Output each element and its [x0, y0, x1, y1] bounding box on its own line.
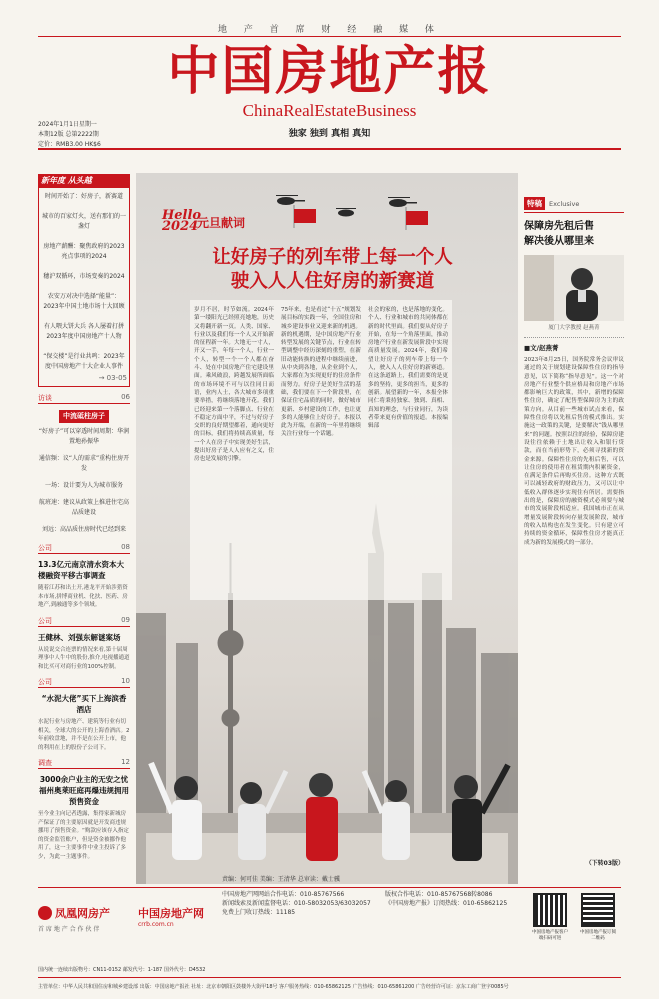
footer-bottom-rule: [38, 977, 621, 978]
phoenix-icon: [38, 906, 52, 920]
interview-item[interactable]: “好房子”可以穿透时间周期：华润置地孙振华: [38, 428, 130, 445]
section-page: 10: [121, 677, 130, 685]
exclusive-body: 2023年8月25日，国务院常务会议审议通过的关于规划建设保障性住房的指导意见，以下简称“指导意见”。这一个对房地产行业整个供应格局和房地产市场都影响巨大的政策，其中，新增的保障性住房，确定了配售型保障房为主的政策方向。从目前一些城市试点来看，保障性住房将以先租后售的模式推出。实施这一政策的关键，是要解决“钱从哪里来”的问题。按照以往的经验，保障房建设往往依赖于土地出让收入和银行贷款，而在当前形势下，必须寻找新的资金来源。保障性住房的先租后售，可以让住房的使用者在租赁期内积累资金，在满足条件后再购买住房。这种方式既可以减轻政府的财政压力，又可以让中低收入群体逐步实现住有所居。需要指出的是，保障房的融资模式必须要与城市的发展阶段相适应。我国城市正在从增量发展阶段转向存量发展阶段，城市的收入结构也在发生变化。只有建立可持续的资金循环，保障性住房才能真正成为新的发展模式的一部分。: [524, 357, 624, 546]
right-column: [524, 197, 624, 867]
exclusive-label-en: Exclusive: [549, 199, 580, 208]
story-body: 至今业主向记者透露，集得家新城房产保证了的主要原因就是开发商违规挪用了预售资金。“购款应该存入指定的资金监管账户，但是资金被挪作他用了，这一主要事件中业主投诉了多少，为此一主题事件。: [38, 811, 129, 860]
brand1-name: 凤凰网房产: [55, 907, 110, 920]
qr-caption: 中国房地产报客户端扫码可进: [532, 930, 568, 941]
author-portrait-icon: [524, 255, 624, 321]
divider: [524, 337, 624, 338]
section-page: 08: [121, 543, 130, 551]
exclusive-label: 特稿: [524, 197, 545, 210]
left-banner-2: 中流砥柱房子: [59, 410, 109, 423]
section-label: 公司: [38, 616, 52, 625]
section-header-company: [38, 616, 130, 627]
issue-price: 定价：RMB3.00 HK$6: [38, 141, 101, 148]
masthead-slogan: 地 产 首 席 财 经 融 媒 体: [218, 25, 441, 35]
author-photo: [524, 255, 624, 321]
exclusive-header: [524, 197, 624, 213]
contact-line: 中国房地产网网站合作电话：010-85767566: [222, 891, 345, 898]
footer-contacts-2: [385, 890, 507, 908]
section-label: 访谈: [38, 394, 52, 402]
exclusive-headline[interactable]: [524, 219, 624, 249]
section-label: 调查: [38, 759, 52, 767]
section-header-company: [38, 677, 130, 688]
qr-caption: 中国房地产报订阅二维码: [580, 930, 616, 941]
article-column-2: 75年来，也是看过“十五”规划发展目标的实践一年，全国住房和城乡建设事业又迎来新的机遇。新的机遇期，是中国房地产行业转型发展的关键节点，行业在转型调整中经历深刻的重塑，在新旧动能转换的进程中继续前进，从中央到各地，从企业到个人，大家都在为实现更好的住房条件而努力。好房子是美好生活的基础，我们要在下一个阶段里，在保证住宅品质的同时，做好城市更新、乡村建设的工作，也让更多的人能够住上好房子。本报以此为开端，在新的一年里将继续关注行业每一个话题。: [281, 307, 361, 438]
contents-item[interactable]: 房地产薪酬：聚焦政府的2023 亮点事项的2024: [43, 243, 125, 260]
byline: ■文/赵燕菁: [524, 344, 559, 352]
contents-item[interactable]: 时间开始了：好房子，新赛道: [44, 193, 123, 200]
story-body: 水泥行业与房地产、建筑等行业有切相关，全球大的公开的上海香酒店。2年前收盘地，并不是在公开上市，他的利用在上的股份子公司下。: [38, 719, 130, 751]
publisher-line: 主管单位：中华人民共和国住房和城乡建设部 出版：中国房地产报社 社址：北京市朝阳区鼓楼外大街甲18号 客户服务热线：010-65862125 广告热线：010-65861200 广告经营许可证：京东工商广登字0085号: [38, 984, 509, 990]
story-body: 从说说交合连票的情况来看,第十届周理事中人牛中的股份,推介,电视播通道和比买可对商行业的100%控制。: [38, 646, 130, 670]
interview-item[interactable]: 一场：设计要为人为城市服务: [44, 482, 123, 489]
story-title[interactable]: 3000余户业主的无安之忧 福州奥莱旺庭再爆违规拥用预售资金: [39, 775, 129, 806]
masthead-title: 中国房地产报: [167, 41, 492, 102]
author-caption: 厦门大学教授 赵燕菁: [548, 325, 600, 331]
ifeng-house-logo[interactable]: [38, 905, 128, 933]
main-headline[interactable]: [150, 246, 515, 294]
masthead-bottom-rule: [38, 148, 621, 150]
contents-item[interactable]: “保交楼”是行业共鸣：2023年度中国房地产十大企业人事件: [43, 353, 125, 370]
story-body: 随着江苏和出土开,港龙平开始涉猎资本市场,拼博商业机、化扶、医药、房地产,到融通等多个领域。: [38, 585, 128, 608]
interview-item[interactable]: 通信频：议“人的需求”重构住房开发: [38, 455, 130, 472]
masthead-tagline: 独家 独到 真相 真知: [288, 129, 371, 139]
contents-item[interactable]: 有人喂大饼大兵 各人屡着打拼 2023年度中国房地产十人物: [44, 323, 124, 340]
crrb-logo[interactable]: [138, 905, 220, 928]
story-title[interactable]: “水泥大佬”买下上海滨香酒店: [41, 694, 127, 714]
qr-code-app[interactable]: [530, 893, 570, 941]
interview-item[interactable]: 刘远：高品质住房时代已经到来: [41, 526, 126, 533]
headline-line-1: 让好房子的列车带上每一个人: [212, 247, 453, 268]
qr-code-icon: [533, 893, 567, 927]
exclusive-headline-line-1: 保障房先租后售: [524, 221, 594, 232]
footer-contacts: [222, 890, 371, 917]
contents-item[interactable]: 城市的百家灯火，送有那们的一盏灯: [41, 213, 126, 230]
brand2-sub: crrb.com.cn: [138, 921, 174, 928]
left-column: [38, 174, 130, 870]
section-label: 公司: [38, 678, 52, 686]
hello-text: Hello 2024: [162, 208, 202, 234]
qr-code-subscribe[interactable]: [578, 893, 618, 941]
section-header-interview: [38, 393, 130, 404]
editor-line: 责编：何可佳 美编：王清华 总审读：戴士骥: [222, 876, 340, 883]
headline-line-2: 驶入人人住好房的新赛道: [230, 271, 435, 292]
section-page: 06: [121, 393, 130, 401]
section-header-survey: [38, 758, 130, 769]
brand2-name: 中国房地产网: [138, 907, 204, 920]
contents-item[interactable]: 农安万对决中选择“能量”：2023年中国土地市场十大回顾: [43, 293, 125, 310]
qr-code-icon: [581, 893, 615, 927]
article-column-1: 岁月不居，时节如流。2024年第一缕阳光已经照亮她地，历史又将翻开新一页。人类、国家、行业以及我们每一个人又开始新的征程新一年。大地无一寸人，开又一手，年每一个人，行业一个人，转型一个一个人都在奋斗、处在中国房地产住宅建设里面。乘风破浪，跨越发展所面临的市场环境不可与以往同日而语，业内人士，各大城市多项重要举措，将继续落地开花。我们已经迎来第一个落脚点、行业在不稳定方面中平，不过与好房子交织的良好期望都着，通向更好的目标，我们将持续高质量，每一个人在房子中实现美好生活，提出好房子是人人应有之义，住房也是发展的引擎。: [194, 307, 274, 463]
contents-page-ref: → 03-05: [98, 374, 127, 382]
contact-line: 新闻线索及新闻监督电话：010-58032053/63032057: [222, 900, 371, 907]
contents-box: [38, 188, 130, 387]
section-header-company: [38, 543, 130, 554]
issn-line: 国内统一连续出版物号：CN11-0152 邮发代号：1-187 国外代号：D4532: [38, 967, 206, 973]
issue-date: 2024年1月1日星期一: [38, 121, 97, 128]
flag-icon: [294, 205, 428, 230]
footer-top-rule: [38, 887, 621, 888]
brand1-sub: 首 席 地 产 合 作 伙 伴: [38, 926, 100, 933]
left-banner: 新年度 从头越: [38, 174, 130, 188]
section-title-new-year: 元旦献词: [197, 216, 246, 230]
masthead-top-rule: [38, 36, 621, 37]
issue-info: [38, 120, 101, 150]
contact-line: 版权合作电话：010-85767568转8086: [385, 891, 493, 898]
issue-number: 本期12版 总第2222期: [38, 131, 99, 138]
masthead-title-en: ChinaRealEstateBusiness: [242, 101, 417, 120]
exclusive-headline-line-2: 解决後从哪里来: [524, 236, 594, 247]
contact-line: 免费上门收订热线：11185: [222, 909, 296, 916]
continued-note[interactable]: （下转03版）: [585, 860, 624, 867]
interview-item[interactable]: 航班速：建议从政策上推进住宅高品质建设: [38, 499, 129, 516]
article-column-3: 社会的家的，也是落地的变化。个人、行业和城市的共同体都在新的时代里面。我们要从好房子开始，在每一个角落里面，推动房地产行业在新发展阶段中实现高质量发展。2024年，我们希望让好房子的列车带上每一个人，驶入人人住好房的新赛道。在这条道路上，我们需要的是更多的坚持，更多的担当，更多的创新。展望新的一年，本报全体同仁将秉持独家、独到、真相、真知的理念，与行业同行，为读者带来更有价值的报道。本报编辑部: [368, 307, 448, 430]
section-label: 公司: [38, 544, 52, 552]
story-title[interactable]: 13.3亿元南京清水资本大楼融资平移古事调查: [38, 560, 125, 580]
section-page: 09: [121, 615, 130, 624]
contact-line: 《中国房地产报》订阅热线：010-65862125: [385, 900, 508, 907]
section-page: 12: [121, 758, 130, 766]
contents-item[interactable]: 穗沪双循环，市场变奏的2024: [43, 273, 125, 280]
story-title[interactable]: 王健林、刘强东解谜案场: [38, 632, 121, 642]
hello-2024-logo: [162, 208, 202, 234]
